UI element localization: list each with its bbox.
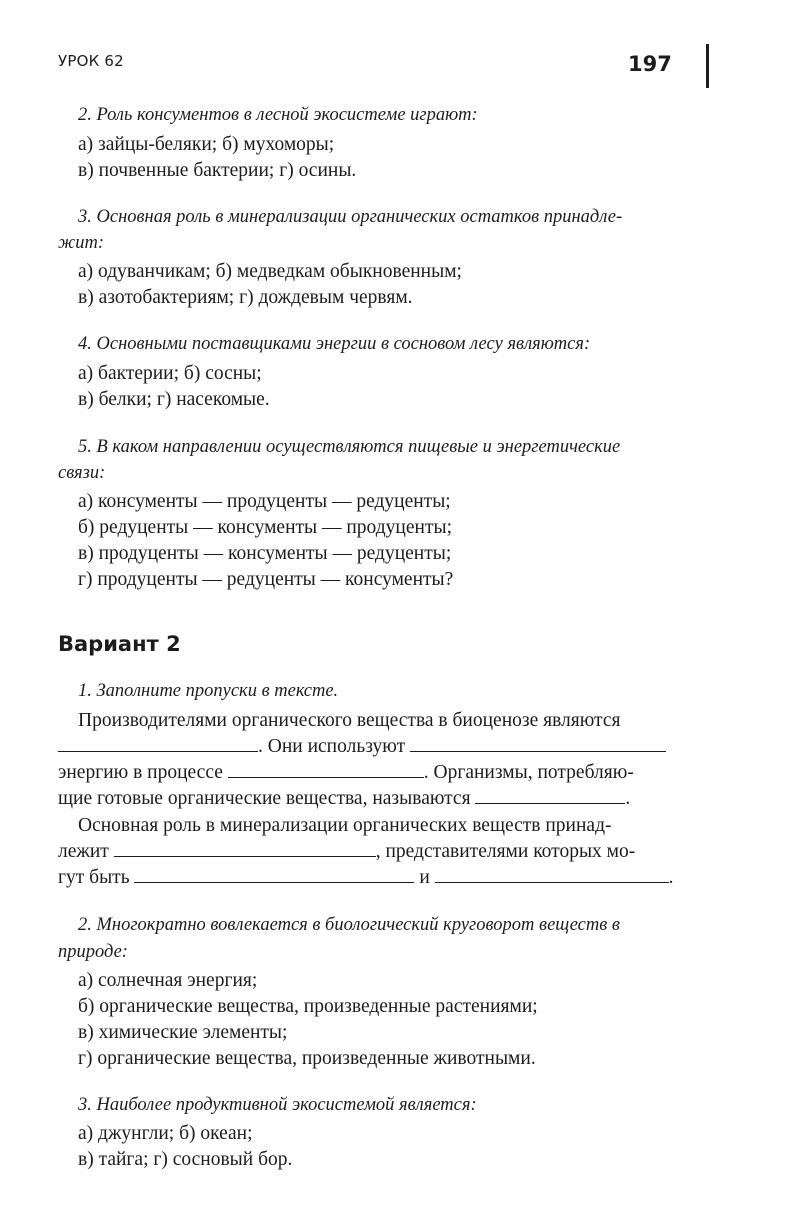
v2-q1-title: 1. Заполните пропуски в тексте. xyxy=(78,681,339,701)
variant-heading: Вариант 2 xyxy=(58,632,181,656)
v2-q1-line-4: щие готовые органические вещества, называются . xyxy=(58,788,631,809)
v1-q3-title-1: 3. Основная роль в минерализации органических остатков принадле- xyxy=(78,207,623,227)
answer-blank[interactable] xyxy=(114,841,376,857)
v1-q4-answer-1: а) бактерии; б) сосны; xyxy=(78,363,262,384)
v1-q3-title-2: жит: xyxy=(58,233,104,253)
v2-q3-title: 3. Наиболее продуктивной экосистемой является: xyxy=(78,1095,477,1115)
v2-q1-line-7: гут быть и . xyxy=(58,867,674,888)
v2-q1-line-1: Производителями органического вещества в биоценозе являются xyxy=(78,710,621,731)
v1-q5-answer-4: г) продуценты — редуценты — консументы? xyxy=(78,569,454,590)
v2-q1-line-5: Основная роль в минерализации органических веществ принад- xyxy=(78,815,612,836)
v1-q2-answer-1: а) зайцы-беляки; б) мухоморы; xyxy=(78,134,335,155)
v1-q5-title-2: связи: xyxy=(58,463,106,483)
v2-q2-answer-3: в) химические элементы; xyxy=(78,1022,288,1043)
answer-blank[interactable] xyxy=(475,788,625,804)
answer-blank[interactable] xyxy=(134,867,414,883)
v2-q2-answer-2: б) органические вещества, произведенные растениями; xyxy=(78,996,538,1017)
v2-q1-line-6: лежит , представителями которых мо- xyxy=(58,841,636,862)
v1-q5-answer-1: а) консументы — продуценты — редуценты; xyxy=(78,491,451,512)
v2-q3-answer-1: а) джунгли; б) океан; xyxy=(78,1123,253,1144)
answer-blank[interactable] xyxy=(58,736,258,752)
v2-q3-answer-2: в) тайга; г) сосновый бор. xyxy=(78,1149,293,1170)
v1-q3-answer-2: в) азотобактериям; г) дождевым червям. xyxy=(78,287,413,308)
v1-q2-title: 2. Роль консументов в лесной экосистеме играют: xyxy=(78,105,478,125)
v2-q1-line-2: . Они используют xyxy=(58,736,666,758)
v2-q2-answer-1: а) солнечная энергия; xyxy=(78,970,258,991)
v2-q1-line-3: энергию в процессе . Организмы, потребляю- xyxy=(58,762,634,783)
answer-blank[interactable] xyxy=(410,736,666,752)
v2-q2-answer-4: г) органические вещества, произведенные животными. xyxy=(78,1048,536,1069)
answer-blank[interactable] xyxy=(435,867,669,883)
v2-q2-title-2: природе: xyxy=(58,942,128,962)
v1-q5-answer-3: в) продуценты — консументы — редуценты; xyxy=(78,543,452,564)
page-number: 197 xyxy=(628,52,672,76)
v1-q5-answer-2: б) редуценты — консументы — продуценты; xyxy=(78,517,452,538)
running-header-lesson: УРОК 62 xyxy=(58,52,124,70)
v1-q5-title-1: 5. В каком направлении осуществляются пищевые и энергетические xyxy=(78,437,621,457)
v1-q2-answer-2: в) почвенные бактерии; г) осины. xyxy=(78,160,357,181)
v2-q2-title-1: 2. Многократно вовлекается в биологический круговорот веществ в xyxy=(78,915,620,935)
v1-q4-title: 4. Основными поставщиками энергии в сосновом лесу являются: xyxy=(78,334,591,354)
answer-blank[interactable] xyxy=(228,762,424,778)
v1-q4-answer-2: в) белки; г) насекомые. xyxy=(78,389,270,410)
header-rule xyxy=(706,44,709,88)
v1-q3-answer-1: а) одуванчикам; б) медведкам обыкновенным; xyxy=(78,261,462,282)
